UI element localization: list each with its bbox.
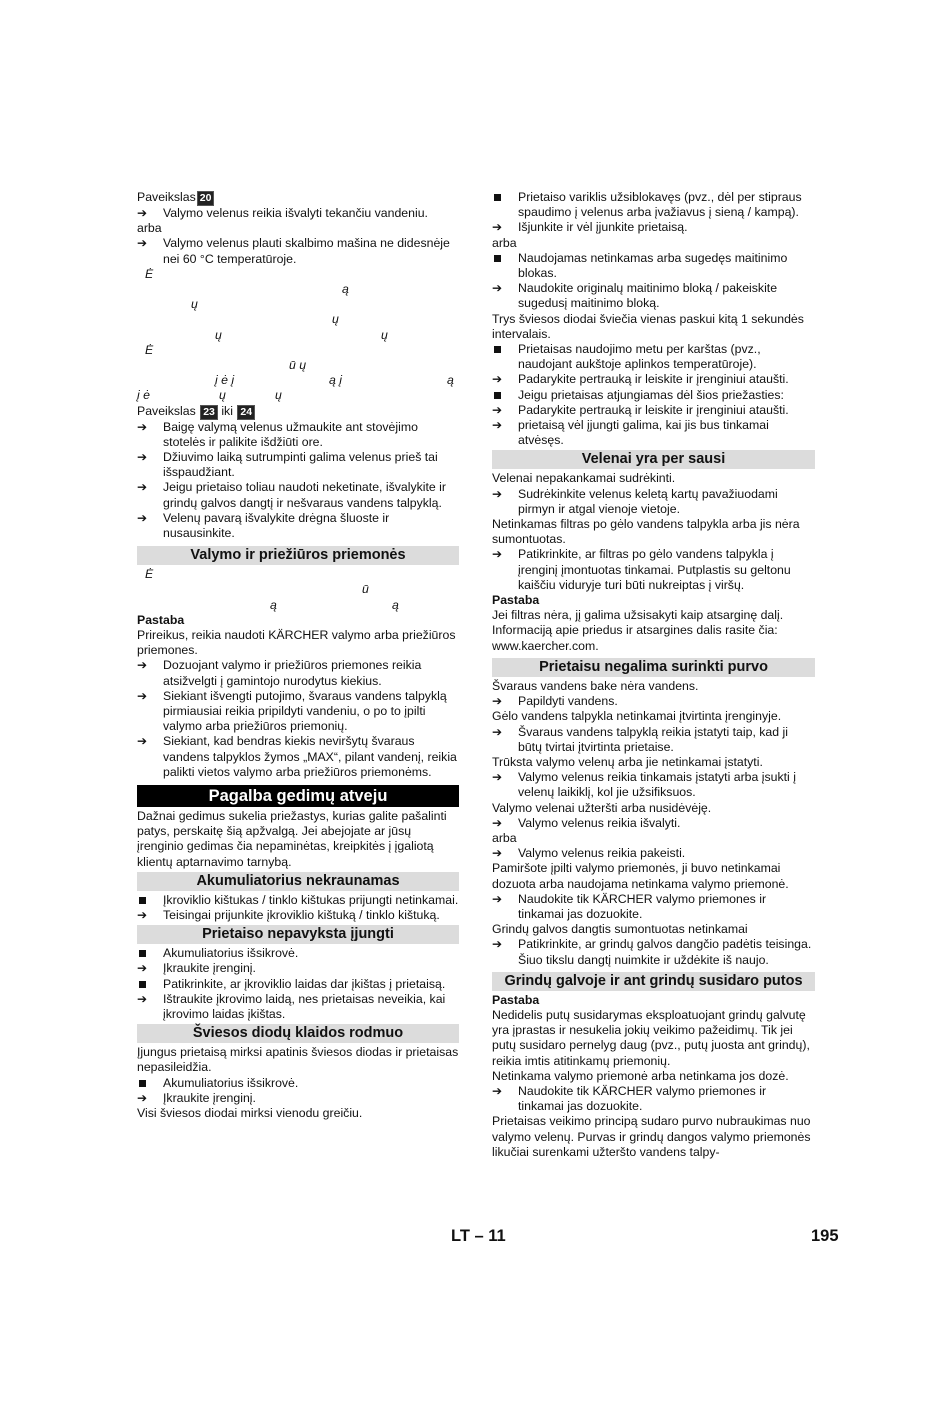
arrow-icon: ➔	[137, 236, 148, 251]
fault-item: Akumuliatorius išsikrovė.	[137, 1076, 459, 1091]
paragraph: Trūksta valymo velenų arba jie netinkamai įstatyti.	[492, 754, 763, 769]
arrow-icon: ➔	[137, 734, 148, 749]
fault-item: Prietaiso variklis užsiblokavęs (pvz., dėl per stipraus spaudimo į velenus arba įvažiavus į sieną / kampą).	[492, 190, 815, 220]
instruction: ➔ Padarykite pertrauką ir leiskite ir įrenginiui ataušti.	[492, 372, 789, 387]
section-heading-foam: Grindų galvoje ir ant grindų susidaro putos	[492, 972, 815, 991]
square-bullet-icon	[492, 342, 512, 357]
instruction: ➔ Naudokite tik KÄRCHER valymo priemones ir tinkamai jas dozuokite.	[492, 891, 767, 921]
arrow-icon: ➔	[137, 206, 148, 220]
square-bullet-icon	[137, 893, 157, 908]
paragraph: Visi šviesos diodai mirksi vienodu greičiu.	[137, 1105, 363, 1120]
garbled-warning-block-2: Ė ū ą ą	[145, 567, 399, 612]
section-heading-led-error: Šviesos diodų klaidos rodmuo	[137, 1024, 459, 1043]
arrow-icon: ➔	[492, 724, 503, 739]
instruction: ➔ Papildyti vandens.	[492, 694, 618, 709]
instruction: ➔ Išjunkite ir vėl įjunkite prietaisą.	[492, 220, 688, 235]
paragraph: Prietaisas veikimo principą sudaro purvo nubraukimas nuo valymo velenų. Purvas ir grindų dangos valymo priemonės likučiai surenkami užteršto vandens talpy-	[492, 1114, 811, 1159]
arrow-icon: ➔	[492, 486, 503, 501]
section-heading-battery: Akumuliatorius nekraunamas	[137, 872, 459, 891]
note-text: Prireikus, reikia naudoti KÄRCHER valymo arba priežiūros priemones.	[137, 627, 456, 658]
instruction: ➔ Naudokite tik KÄRCHER valymo priemones ir tinkamai jas dozuokite.	[492, 1083, 767, 1114]
arrow-icon: ➔	[492, 1083, 503, 1098]
square-bullet-icon	[137, 977, 157, 992]
figure-number: 20	[197, 191, 215, 206]
paragraph: Įjungus prietaisą mirksi apatinis šviesos diodas ir prietaisas nepasileidžia.	[137, 1045, 459, 1075]
paragraph: Gėlo vandens talpykla netinkamai įtvirtinta įrenginyje.	[492, 709, 782, 724]
instruction: ➔ Įkraukite įrenginį.	[137, 1090, 256, 1105]
instruction: ➔ Dozuojant valymo ir priežiūros priemones reikia atsižvelgti į gamintojo nurodytus kiekius.	[137, 658, 422, 688]
instruction: ➔ Siekiant išvengti putojimo, švaraus vandens talpyklą pirmiausiai reikia pripildyti vandeniu, o po to įpilti valymo arba priežiūros priemonių.	[137, 688, 447, 734]
note-text: Nedidelis putų susidarymas eksploatuojant grindų galvutę yra įprastas ir nesukelia jokių veikimo pažeidimų. Tik jei putų susidaro pernelyg daug (pvz., putų juosta ant grindų), reikia imtis atitinkamų priemonių.	[492, 1007, 810, 1068]
instruction: ➔ Baigę valymą velenus užmaukite ant stovėjimo stotelės ir palikite išdžiūti ore.	[137, 419, 418, 449]
paragraph: Velenai nepakankamai sudrėkinti.	[492, 471, 676, 486]
arrow-icon: ➔	[492, 815, 503, 830]
or-text: arba	[492, 235, 517, 250]
square-bullet-icon	[492, 190, 512, 205]
instruction: ➔ Naudokite originalų maitinimo bloką / pakeiskite sugedusį maitinimo bloką.	[492, 281, 778, 311]
arrow-icon: ➔	[137, 658, 148, 673]
fault-item: Įkroviklio kištukas / tinklo kištukas prijungti netinkamai.	[137, 893, 459, 908]
square-bullet-icon	[137, 946, 157, 961]
arrow-icon: ➔	[137, 449, 148, 464]
section-heading-no-dirt-pickup: Prietaisu negalima surinkti purvo	[492, 658, 815, 677]
arrow-icon: ➔	[492, 891, 503, 906]
footer-language-page: LT – 11	[451, 1227, 506, 1245]
instruction: ➔ Švaraus vandens talpyklą reikia įstatyti taip, kad ji būtų tvirtai įtvirtinta prietaise.	[492, 724, 788, 754]
instruction: ➔ Jeigu prietaiso toliau naudoti neketinate, išvalykite ir grindų galvos dangtį ir nešvaraus vandens talpyklą.	[137, 480, 446, 510]
figure-number: 23	[200, 405, 218, 420]
arrow-icon: ➔	[137, 991, 148, 1006]
arrow-icon: ➔	[492, 418, 503, 433]
arrow-icon: ➔	[492, 372, 503, 387]
arrow-icon: ➔	[137, 510, 148, 525]
paragraph: Valymo velenai užteršti arba nusidėvėję.	[492, 800, 712, 815]
fault-item: Akumuliatorius išsikrovė.	[137, 946, 459, 961]
arrow-icon: ➔	[492, 937, 503, 952]
arrow-icon: ➔	[492, 220, 503, 235]
instruction: ➔ Patikrinkite, ar filtras po gėlo vandens talpykla į įrenginį įmontuotas tinkamai. Putplastis su geltonu kaiščiu viduryje turi būti nukreiptas į viršų.	[492, 547, 791, 592]
paragraph: Pamiršote įpilti valymo priemonės, ji buvo netinkamai dozuota arba naudojama netinkama valymo priemonė.	[492, 861, 789, 891]
figure-ref: Paveikslas 20	[137, 190, 459, 206]
left-column	[137, 190, 459, 1121]
section-heading-cleaning-agents: Valymo ir priežiūros priemonės	[137, 546, 459, 565]
fault-item: Naudojamas netinkamas arba sugedęs maitinimo blokas.	[492, 251, 815, 281]
footer-page-number: 195	[811, 1227, 839, 1245]
square-bullet-icon	[137, 1076, 157, 1091]
note-title: Pastaba	[492, 992, 540, 1007]
section-heading-troubleshooting: Pagalba gedimų atveju	[137, 785, 459, 807]
arrow-icon: ➔	[137, 688, 148, 703]
note-title: Pastaba	[137, 612, 185, 627]
arrow-icon: ➔	[137, 907, 148, 922]
arrow-icon: ➔	[492, 281, 503, 296]
arrow-icon: ➔	[492, 402, 503, 417]
instruction: ➔ Valymo velenus reikia išvalyti tekančiu vandeniu.	[137, 206, 428, 220]
or-text: arba	[492, 830, 517, 845]
paragraph: Netinkama valymo priemonė arba netinkama jos dozė.	[492, 1068, 789, 1083]
instruction: ➔ Valymo velenus reikia tinkamais įstatyti arba įsukti į velenų laikiklį, kol jie užsifiksuos.	[492, 770, 796, 800]
figure-number: 24	[237, 405, 255, 420]
instruction: ➔ Įkraukite įrenginį.	[137, 961, 256, 976]
arrow-icon: ➔	[137, 480, 148, 495]
square-bullet-icon	[492, 388, 512, 403]
arrow-icon: ➔	[137, 419, 148, 434]
instruction: ➔ Patikrinkite, ar grindų galvos dangčio padėtis teisinga. Šiuo tikslu dangtį nuimkite ir uždėkite iš naujo.	[492, 937, 812, 967]
fault-item: Prietaisas naudojimo metu per karštas (pvz., naudojant aukštoje aplinkos temperatūroje).	[492, 342, 815, 372]
instruction: ➔ Ištraukite įkrovimo laidą, nes prietaisas neveikia, kai įkrovimo laidas įkištas.	[137, 991, 446, 1021]
paragraph: Trys šviesos diodai šviečia vienas paskui kitą 1 sekundės intervalais.	[492, 311, 804, 341]
fault-item: Patikrinkite, ar įkroviklio laidas dar įkištas į prietaisą.	[137, 977, 459, 992]
arrow-icon: ➔	[492, 770, 503, 785]
paragraph: Netinkamas filtras po gėlo vandens talpykla arba jis nėra sumontuotas.	[492, 517, 800, 547]
section-heading-power-on: Prietaiso nepavyksta įjungti	[137, 925, 459, 944]
instruction: ➔ Valymo velenus plauti skalbimo mašina ne didesnėje nei 60 °C temperatūroje.	[137, 236, 450, 266]
instruction: ➔ prietaisą vėl įjungti galima, kai jis bus tinkamai atvėsęs.	[492, 418, 769, 448]
garbled-warning-block: Ė ą ų ų ų ų Ė ū ų į ė į ą į ą į ė ų ų	[137, 266, 454, 403]
arrow-icon: ➔	[492, 846, 503, 861]
instruction: ➔ Džiuvimo laiką sutrumpinti galima velenus prieš tai išspaudžiant.	[137, 449, 438, 480]
paragraph: Grindų galvos dangtis sumontuotas netinkamai	[492, 922, 748, 937]
instruction: ➔ Teisingai prijunkite įkroviklio kištuką / tinklo kištuką.	[137, 907, 440, 922]
fault-item: Jeigu prietaisas atjungiamas dėl šios priežasties:	[492, 388, 815, 403]
instruction: ➔ Padarykite pertrauką ir leiskite ir įrenginiui ataušti.	[492, 402, 789, 417]
section-heading-rollers-dry: Velenai yra per sausi	[492, 450, 815, 469]
instruction: ➔ Siekiant, kad bendras kiekis neviršytų švaraus vandens talpyklos žymos „MAX“, pilant vandenį, reikia palikti vietos valymo arba priežiūros priemonėms.	[137, 734, 457, 779]
arrow-icon: ➔	[137, 961, 148, 976]
arrow-icon: ➔	[492, 547, 503, 562]
arrow-icon: ➔	[492, 694, 503, 709]
or-text: arba	[137, 221, 162, 236]
instruction: ➔ Valymo velenus reikia pakeisti.	[492, 846, 686, 861]
instruction: ➔ Sudrėkinkite velenus keletą kartų pavažiuodami pirmyn ir atgal vienoje vietoje.	[492, 486, 778, 516]
note-title: Pastaba	[492, 593, 540, 608]
paragraph: Dažnai gedimus sukelia priežastys, kurias galite pašalinti patys, perskaitę šią apžvalgą. Jei abejojate ar jūsų įrenginio gedimas čia nepaminėtas, kreipkitės į įgaliotą klientų aptarnavimo tarnybą.	[137, 808, 447, 869]
instruction: ➔ Velenų pavarą išvalykite drėgna šluoste ir nusausinkite.	[137, 510, 390, 540]
right-column	[492, 190, 815, 1160]
instruction: ➔ Valymo velenus reikia išvalyti.	[492, 815, 681, 830]
paragraph: Švaraus vandens bake nėra vandens.	[492, 678, 699, 693]
note-text: Jei filtras nėra, jį galima užsisakyti kaip atsarginę dalį. Informaciją apie priedus ir atsargines dalis rasite čia: www.kaercher.com.	[492, 608, 784, 653]
arrow-icon: ➔	[137, 1090, 148, 1105]
square-bullet-icon	[492, 251, 512, 266]
figure-ref: Paveikslas 23 iki 24	[137, 404, 459, 420]
